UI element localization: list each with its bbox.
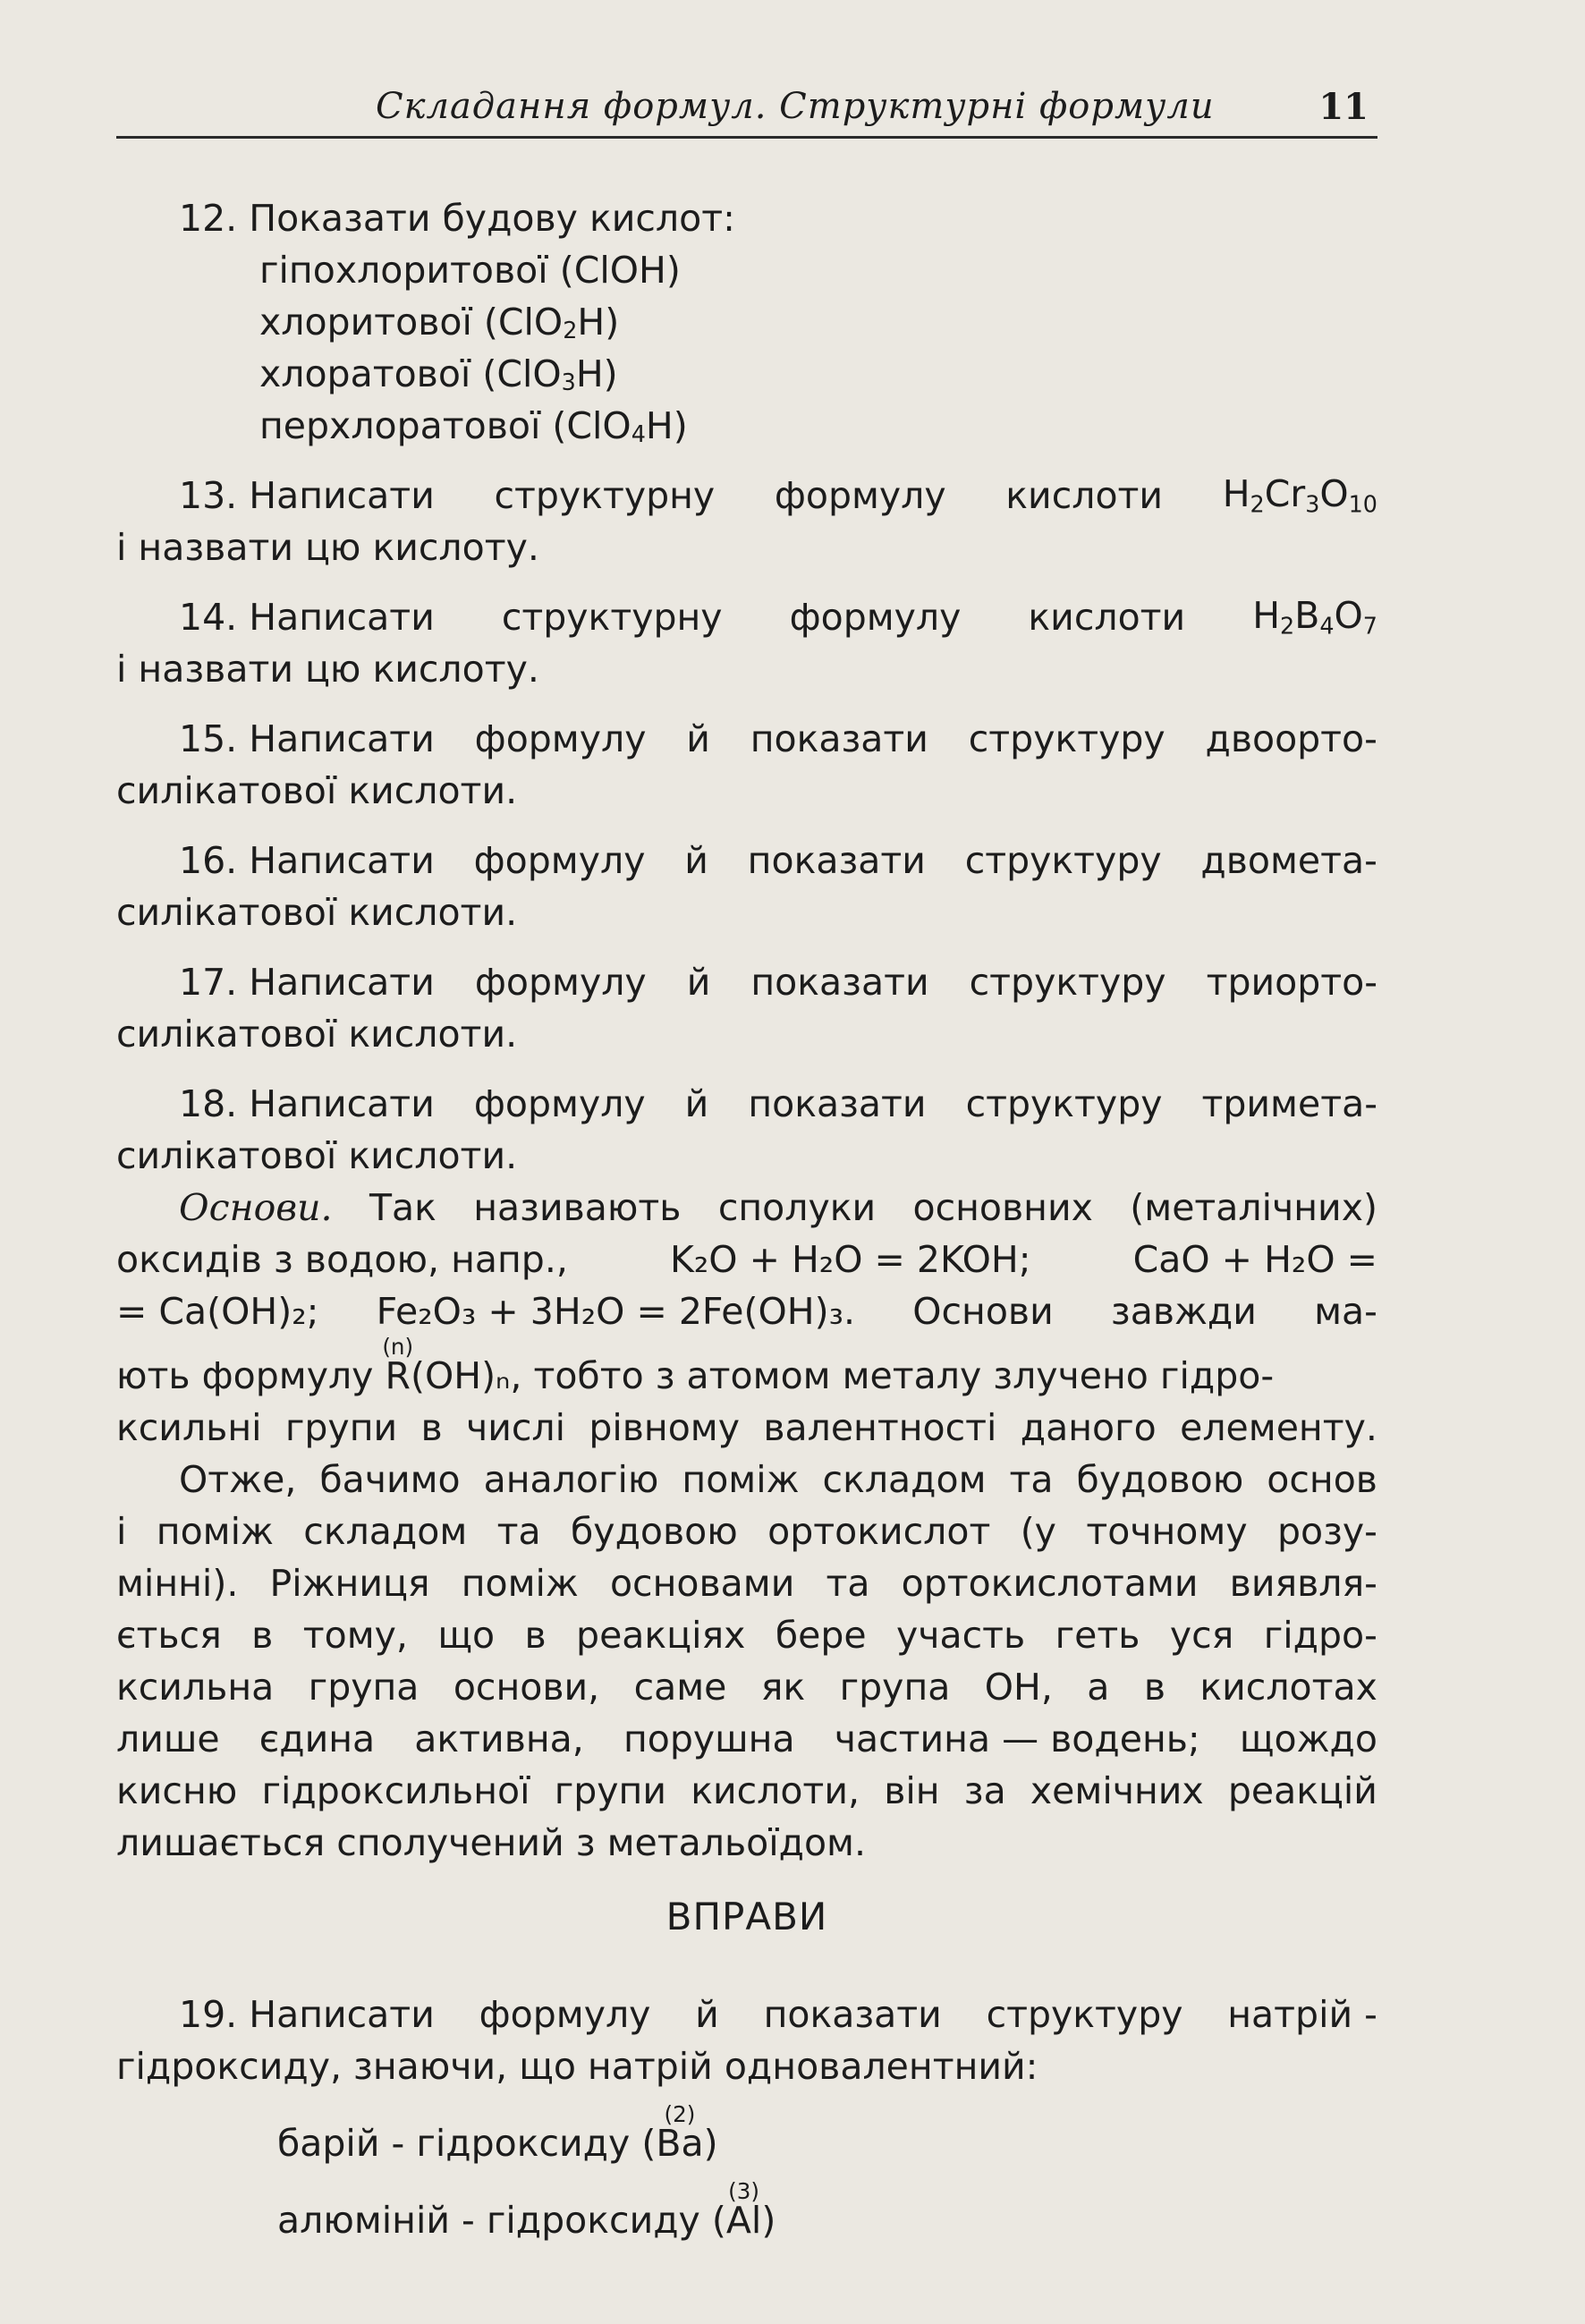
running-title: Складання формул. Структурні формули <box>376 86 1215 127</box>
formula: $H_2B_4O_7$ <box>1252 593 1377 639</box>
acid-item: перхлоратової (ClO $_4$ H) <box>259 404 688 447</box>
formula: $H_2Cr_3O_{10}$ <box>1222 471 1377 517</box>
paragraph-19: 19. Написати формулу й показати структуру натрій - <box>179 1993 1377 2036</box>
analogy-paragraph: Отже, бачимо аналогію поміж складом та будовою основ <box>179 1458 1377 1501</box>
page-number: 11 <box>1318 86 1369 128</box>
paragraph-16: 16. Написати формулу й показати структуру двомета- <box>179 839 1377 882</box>
exercises-heading: ВПРАВИ <box>665 1895 828 1938</box>
body-text: 12. Показати будову кислот: гіпохлоритової (ClOH) хлоритової (ClO $_2$ H) хлоратової (ClO $_3$ H) перхлоратової (ClO $_4$ H) 13. Написати структурну формулу кислоти $H_2Cr_3O_{10}$ і назвати цю кислоту. 14. Написати структурну формулу кислоти $H_2B_4O_7$ і назвати цю кислоту. 15. Написати формулу й показати структуру двоорто- силікатової кислоти. 16. Написати формулу й показати структуру двомета- силікатової кислоти. 17. Написати формулу й показати структуру триорто- силікатової кислоти. 18. Написати формулу й показати структуру тримета- силікатової кислоти. Основи. Так називають сполуки основних (металічних) оксидів з водою, напр., K₂O + H₂O = 2KOH; CaO + H₂O = = Ca(OH)₂; Fe₂O₃ + 3H₂O = 2Fe(OH)₃. Основи завжди ма- ють формулу (n) R (OH)ₙ, тобто з атомом металу злучено гідро- ксильні групи в числі рівному валентності даного елементу. Отже, бачимо аналогію поміж складом та будовою основ і поміж складом та будовою ортокислот (у точному розу- мінні). Ріжниця поміж основами та ортокислотами виявля- ється в тому, що в реакціях бере участь геть уся гідро- ксильна група основи, саме як група OH, а в кислотах лише єдина активна, порушна частина — водень; щождо кисню гідроксильної групи кислоти, він за хемічних реакцій лишається сполучений з метальоїдом. ВПРАВИ 19. Написати формулу й показати структуру натрій - гідроксиду, знаючи, що натрій одновалентний: барій - гідроксиду ( (2) Ba ) алюміній - гідроксиду ( (3) Al ) <box>116 188 1377 2242</box>
acid-item: хлоритової (ClO $_2$ H) <box>259 301 620 344</box>
bases-paragraph: Основи. Так називають сполуки основних (металічних) <box>179 1186 1377 1229</box>
exercise-item: барій - гідроксиду ( (2) Ba ) <box>277 2100 718 2165</box>
paragraph-12-lead: 12. Показати будову кислот: <box>179 197 735 240</box>
paragraph-15: 15. Написати формулу й показати структуру двоорто- <box>179 717 1377 760</box>
acid-item: гіпохлоритової (ClOH) <box>259 249 681 292</box>
paragraph-14: 14. Написати структурну формулу кислоти $H_2B_4O_7$ <box>179 593 1377 639</box>
exercise-item: алюміній - гідроксиду ( (3) Al ) <box>277 2177 776 2242</box>
paragraph-18: 18. Написати формулу й показати структуру тримета- <box>179 1082 1377 1125</box>
paragraph-13: 13. Написати структурну формулу кислоти $H_2Cr_3O_{10}$ <box>179 471 1377 517</box>
paragraph-17: 17. Написати формулу й показати структуру триорто- <box>179 961 1377 1004</box>
running-header <box>116 82 1377 139</box>
acid-item: хлоратової (ClO $_3$ H) <box>259 352 618 395</box>
valence-R: (n) R <box>382 1333 414 1397</box>
